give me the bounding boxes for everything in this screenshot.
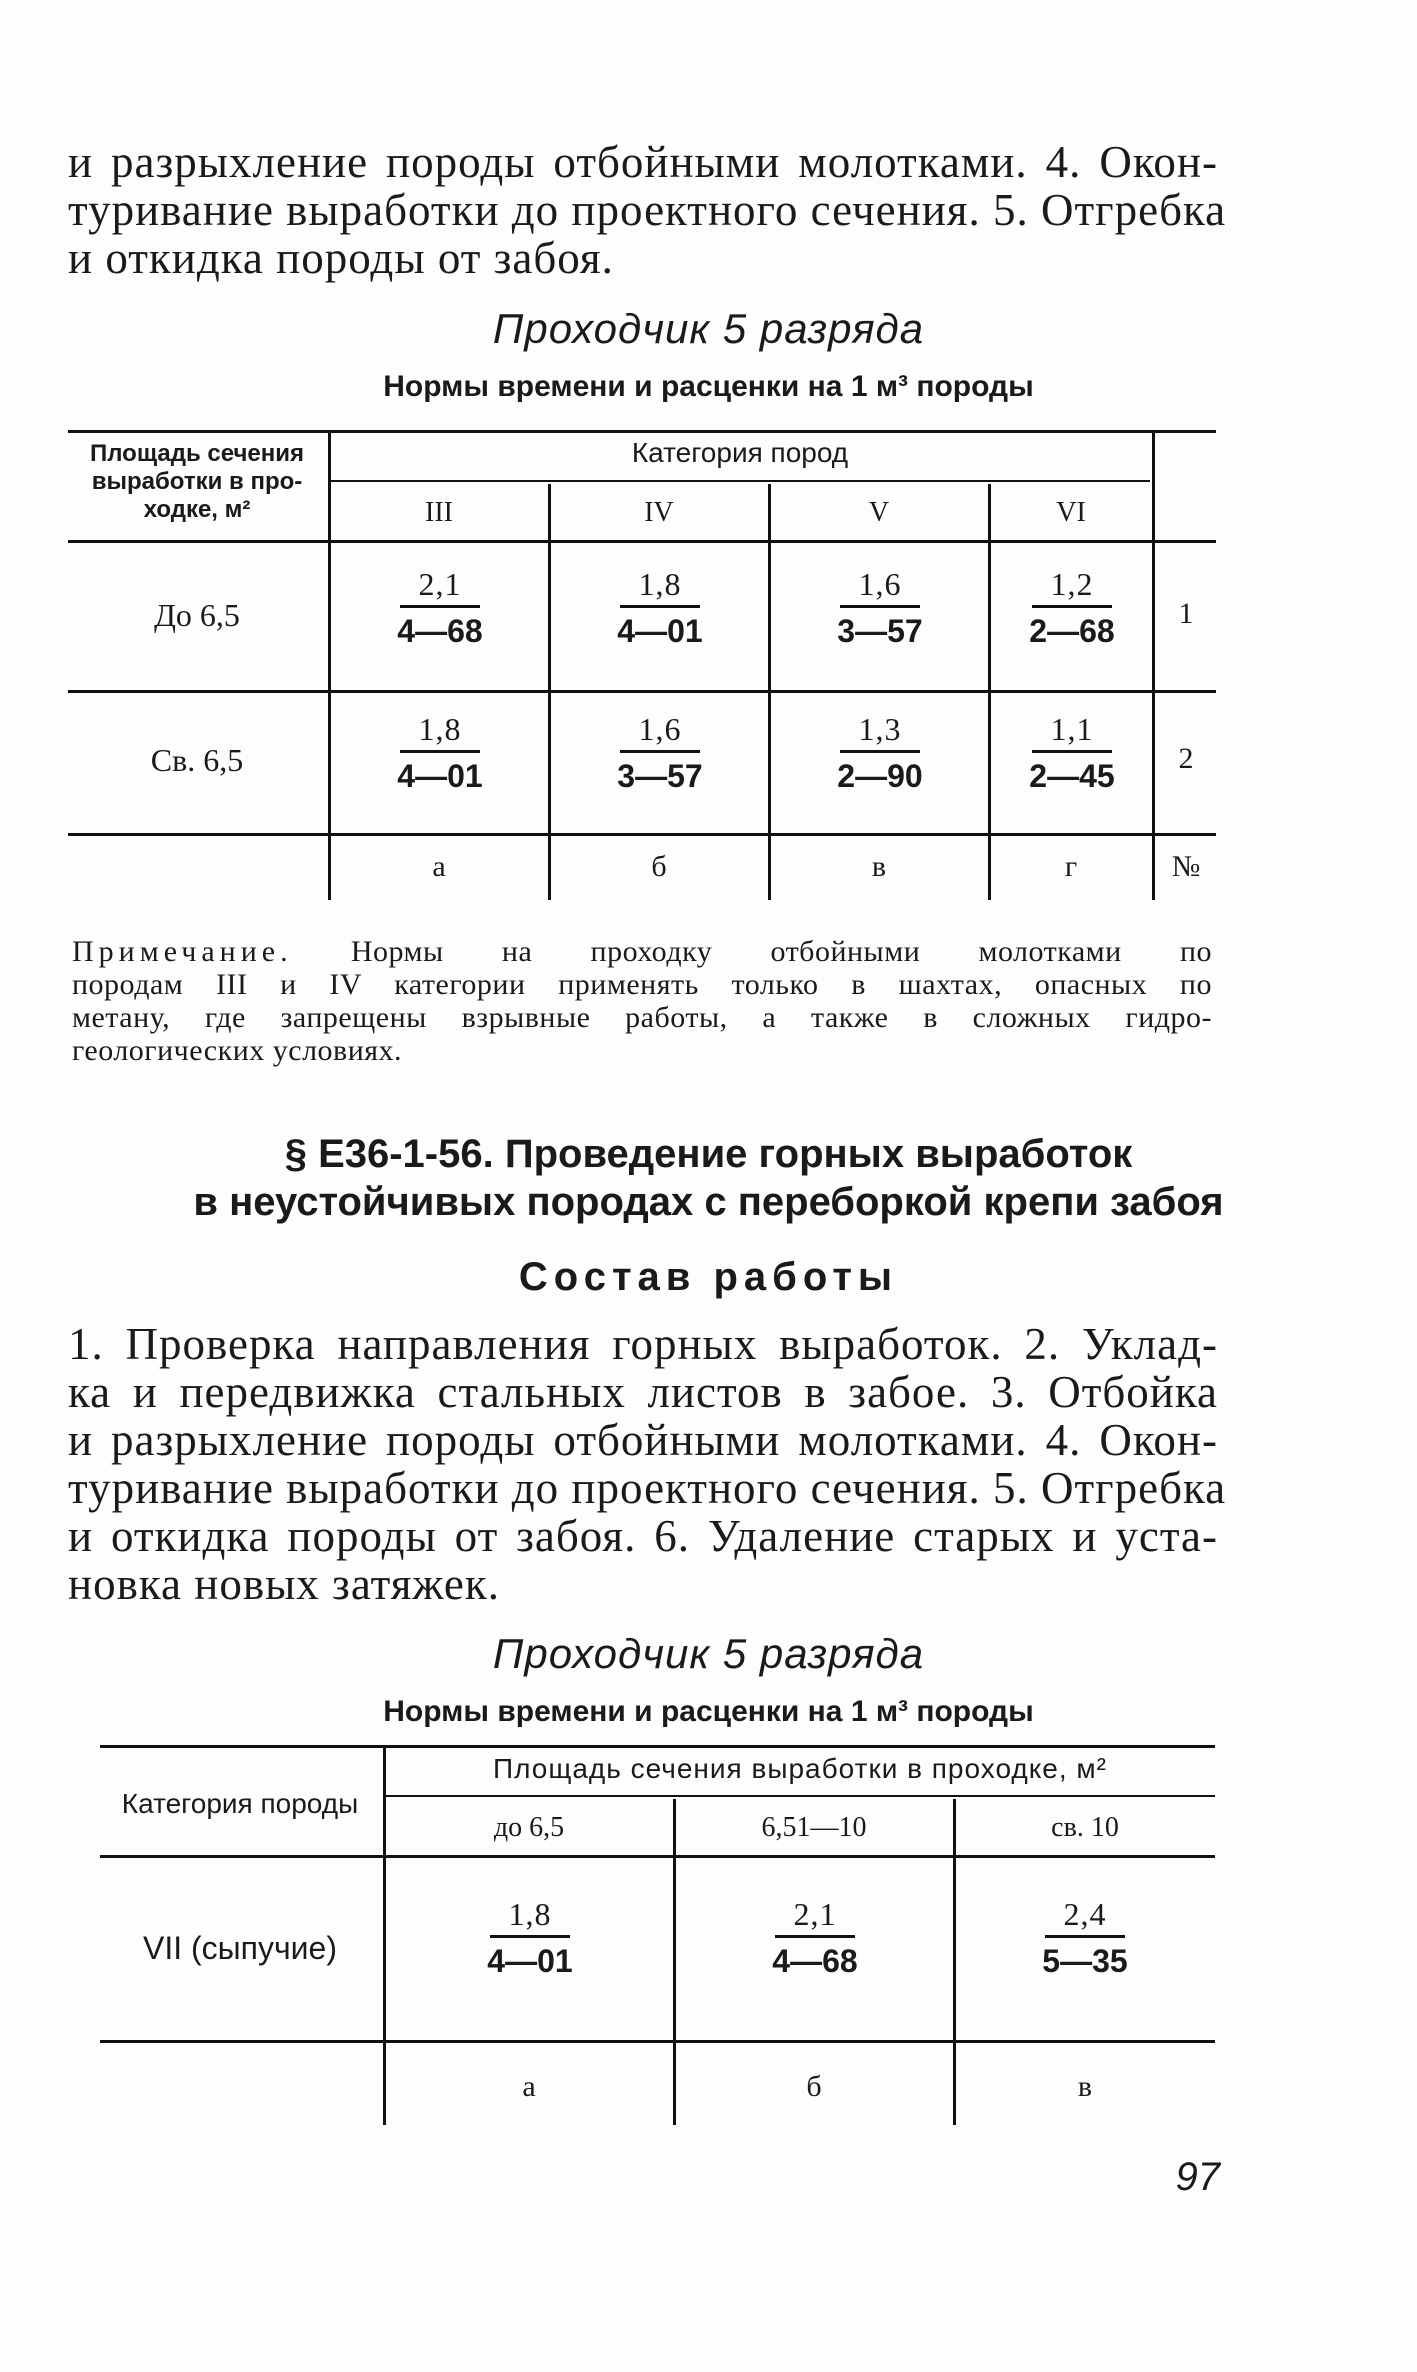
table1-col-header: VI [1056,497,1086,528]
table1-worker: Проходчик 5 разряда [492,305,925,352]
table1-note [72,935,1212,1067]
table2-title: Нормы времени и расценки на 1 м³ породы [383,1695,1034,1728]
table1-value: 1,8 4—01 [397,711,483,794]
note-line: Нормы на проходку отбойными молотками по [350,935,1213,968]
table1-col-header: V [868,497,890,528]
table1-letter: б [651,850,667,883]
table1-value: 1,6 3—57 [837,566,923,649]
table2-letter: в [1077,2070,1093,2103]
table1-col-header: III [425,497,453,528]
table1-letter: г [1064,850,1078,883]
table1-value: 2,1 4—68 [397,566,483,649]
table1-value: 1,3 2—90 [837,711,923,794]
table2-corner-header: Категория породы [121,1788,359,1819]
body-line: ка и передвижка стальных листов в забое. 3. Отбойка [68,1367,1218,1417]
table1-corner-header: Площадь сечения выработки в про- ходке, м² [89,440,305,523]
table1-row-num: 2 [1178,742,1194,775]
table1-title: Нормы времени и расценки на 1 м³ породы [383,370,1034,403]
table1-num-sign: № [1171,850,1201,883]
table2-value: 2,4 5—35 [1042,1896,1128,1979]
table2-value: 1,8 4—01 [487,1896,573,1979]
table2-col-header: св. 10 [1051,1812,1119,1843]
table2-row-label: VII (сыпучие) [143,1930,337,1966]
intro-line: и разрыхление породы отбойными молотками. 4. Окон- [68,137,1218,187]
note-line: породам III и IV категории применять только в шахтах, опасных по [72,968,1212,1001]
table1-letter: а [432,850,446,883]
table2-letter: а [522,2070,536,2103]
table2-group-header: Площадь сечения выработки в проходке, м² [492,1753,1108,1784]
note-line: метану, где запрещены взрывные работы, а также в сложных гидро- [72,1001,1212,1034]
body-line: 1. Проверка направления горных выработок. 2. Уклад- [68,1319,1218,1369]
body-line: и разрыхление породы отбойными молотками. 4. Окон- [68,1415,1218,1465]
table1-value: 1,1 2—45 [1029,711,1115,794]
note-line: геологических условиях. [72,1034,403,1067]
table1-group-header: Категория пород [631,437,849,468]
table1-value: 1,8 4—01 [617,566,703,649]
table1-col-header: IV [644,497,674,528]
composition-title: Состав работы [518,1255,899,1299]
table1-letter: в [871,850,887,883]
table1-row-num: 1 [1178,597,1194,630]
table2-letter: б [806,2070,822,2103]
table2-col-header: 6,51—10 [761,1812,867,1843]
table2-value: 2,1 4—68 [772,1896,858,1979]
table2-col-header: до 6,5 [493,1812,565,1843]
table1-row-label: Св. 6,5 [150,742,244,778]
table1-row-label: До 6,5 [154,597,240,633]
intro-paragraph [68,137,1227,283]
note-label: Примечание. [72,935,293,968]
page-number: 97 [1175,2155,1220,2199]
body-line: туривание выработки до проектного сечения. 5. Отгребка [68,1463,1227,1513]
body-line: новка новых затяжек. [68,1559,500,1609]
composition-body [68,1319,1227,1609]
table1-value: 1,6 3—57 [617,711,703,794]
intro-line: и откидка породы от забоя. [68,233,614,283]
intro-line: туривание выработки до проектного сечения. 5. Отгребка [68,185,1227,235]
section-title: § Е36-1-56. Проведение горных выработок в неустойчивых породах с переборкой крепи забоя [193,1132,1224,1224]
table2-worker: Проходчик 5 разряда [492,1630,925,1677]
table1-value: 1,2 2—68 [1029,566,1115,649]
body-line: и откидка породы от забоя. 6. Удаление старых и уста- [68,1511,1218,1561]
